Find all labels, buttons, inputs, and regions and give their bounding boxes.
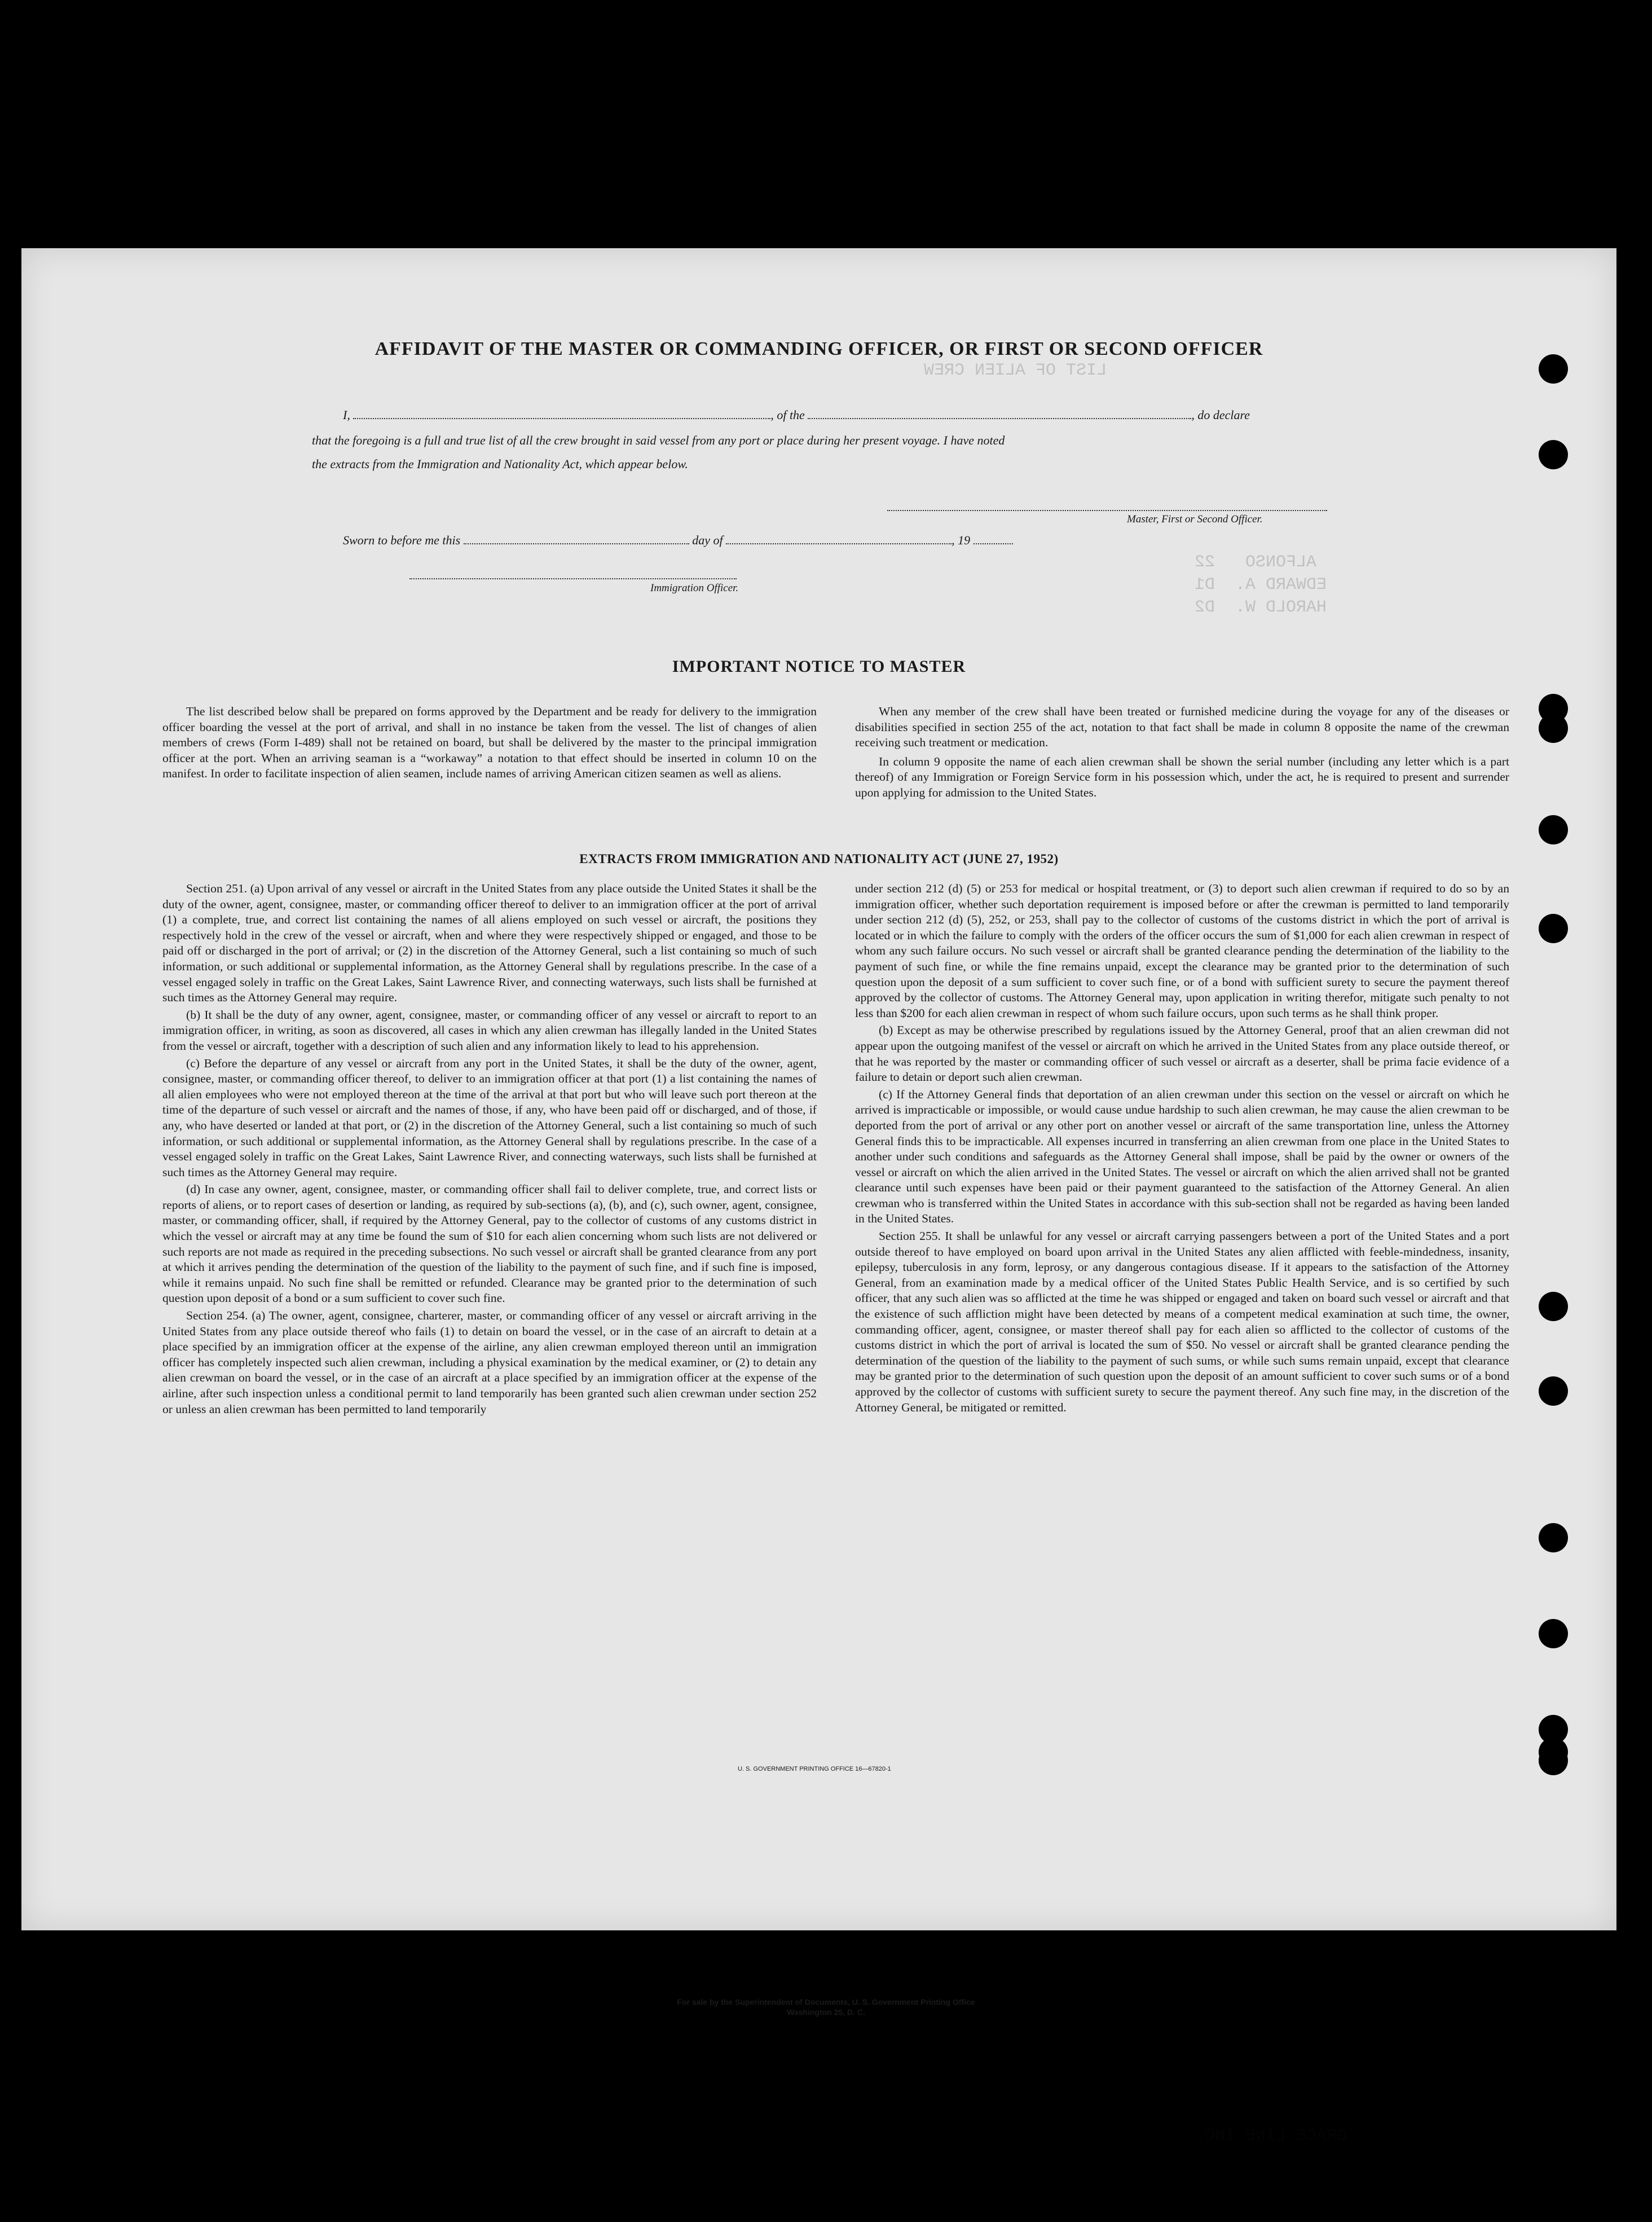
vessel-name-blank[interactable] [808, 408, 1191, 419]
sale-notice [0, 1997, 1652, 2017]
notice-left-column [162, 704, 817, 782]
punch-hole [1539, 815, 1568, 844]
sale-notice-line: For sale by the Superintendent of Documents, U. S. Government Printing Office [677, 1997, 975, 2007]
bleed-through-text: HAROLD W. D2 [1195, 598, 1327, 617]
affidavit-of-the-label: , of the [770, 408, 805, 422]
bleed-through-text: EDWARD A. D1 [1195, 575, 1327, 595]
sale-notice-line: Washington 25, D. C. [787, 2008, 865, 2017]
punch-hole [1539, 440, 1568, 469]
notice-paragraph: In column 9 opposite the name of each alien crewman shall be shown the serial number (including any letter which is a part thereof) of any Immigration or Foreign Service form in his possession which, under the act, he is required to present and surrender upon applying for admission to the United States. [855, 754, 1509, 799]
notice-right-column [855, 704, 1509, 801]
extracts-title: EXTRACTS FROM IMMIGRATION AND NATIONALITY ACT (JUNE 27, 1952) [579, 852, 1059, 866]
act-section-paragraph: (c) Before the departure of any vessel or aircraft from any port in the United States, it shall be the duty of the owner, agent, consignee, master, or commanding officer thereof, to deliver to an immigration officer at that port (1) a list containing the names of all alien employees who were not employed thereon at the time of the arrival at that port but who will leave such port thereon at the time of the departure of such vessel or aircraft and the names of those, if any, who have been paid off or discharged, and of those, if any, who have deserted or landed at that port, or (2) in the discretion of the Attorney General, such a list containing so much of such information, or such additional or supplemental information, as the Attorney General shall by regulations prescribe. In the case of a vessel engaged solely in traffic on the Great Lakes, Saint Lawrence River, and connecting waterways, such lists shall be furnished at such times as the Attorney General may require. [162, 1056, 817, 1179]
master-signature-caption: Master, First or Second Officer. [1127, 513, 1263, 525]
affidavit-statement-line: that the foregoing is a full and true list of all the crew brought in said vessel from any port or place during her present voyage. I have noted [312, 433, 1005, 447]
punch-hole [1539, 1376, 1568, 1406]
punch-hole [1539, 1292, 1568, 1321]
extracts-right-column [855, 881, 1509, 1415]
immigration-officer-signature-line[interactable] [409, 578, 737, 579]
sworn-year-blank[interactable] [973, 533, 1013, 544]
master-signature-line[interactable] [887, 510, 1327, 511]
notice-paragraph: When any member of the crew shall have been treated or furnished medicine during the voyage for any of the diseases or disabilities specified in section 255 of the act, notation to that fact shall be made in column 8 opposite the name of the crewman receiving such treatment or medication. [855, 705, 1509, 750]
bleed-through-text: LIST OF ALIEN CREW [924, 361, 1107, 380]
punch-hole [1539, 1619, 1568, 1648]
act-section-paragraph: Section 251. (a) Upon arrival of any vessel or aircraft in the United States from any place outside the United States it shall be the duty of the owner, agent, consignee, master, or commanding officer thereof to deliver to an immigration officer at the port of arrival (1) a complete, true, and correct list containing the names of all aliens employed on such vessel or aircraft, the positions they respectively hold in the crew of the vessel or aircraft, when and where they were respectively shipped or engaged, and those to be paid off or discharged in the port of arrival; or (2) in the discretion of the Attorney General, such a list containing so much of such information, or such additional or supplemental information, as the Attorney General shall by regulations prescribe. In the case of a vessel engaged solely in traffic on the Great Lakes, Saint Lawrence River, and connecting waterways, such lists shall be furnished at such times as the Attorney General may require. [162, 882, 817, 1005]
gpo-imprint: U. S. GOVERNMENT PRINTING OFFICE 16—67820-1 [738, 1766, 891, 1772]
sworn-day-blank[interactable] [464, 533, 689, 544]
act-section-paragraph: (d) In case any owner, agent, consignee, master, or commanding officer shall fail to deliver complete, true, and correct lists or reports of aliens, or to report cases of desertion or landing, as required by sub-sections (a), (b), and (c), such owner, agent, consignee, master, or commanding officer, shall, if required by the Attorney General, pay to the collector of customs of any customs district in which the vessel or aircraft may at any time be found the sum of $10 for each alien concerning whom such lists are not delivered or such reports are not made as required in the preceding subsections. No such vessel or aircraft shall be granted clearance from any port at which it arrives pending the determination of the question of the liability to the payment of such fine, and if such fine is imposed, while it remains unpaid. No such fine shall be remitted or refunded. Clearance may be granted prior to the determination of such question upon deposit of a bond or a sum sufficient to cover such fine. [162, 1182, 817, 1305]
sworn-month-blank[interactable] [726, 533, 951, 544]
act-section-paragraph: (b) It shall be the duty of any owner, agent, consignee, master, or commanding officer of any vessel or aircraft to report to an immigration officer, in writing, as soon as discovered, all cases in which any alien crewman has illegally landed in the United States from the vessel or aircraft, together with a description of such alien and any information likely to lead to his apprehension. [162, 1007, 817, 1053]
bleed-through-text: GRACE LINE INC. [1195, 2127, 1347, 2146]
bleed-through-text: ALFONSO 22 [1195, 553, 1317, 572]
affidavit-title: AFFIDAVIT OF THE MASTER OR COMMANDING OFFICER, OR FIRST OR SECOND OFFICER [375, 338, 1263, 359]
act-section-paragraph: under section 212 (d) (5) or 253 for medical or hospital treatment, or (3) to deport such alien crewman if required to do so by an immigration officer, whether such deportation requirement is imposed before or after the crewman is permitted to land temporarily under section 212 (d) (5), 252, or 253, shall pay to the collector of customs of the customs district in which the port of arrival is located or in which the failure to comply with the orders of the officer occurs the sum of $1,000 for each alien crewman in respect of whom any such failure occurs. No such vessel or aircraft shall be granted clearance pending the determination of the liability to the payment of such fine, or while the fine remains unpaid, except the clearance may be granted prior to the determination of such question upon the deposit of a sum sufficient to cover such fine, or of a bond with sufficient surety to secure the payment thereof approved by the collector of customs. The Attorney General may, upon application in writing therefor, mitigate such penalty to not less than $200 for each alien crewman in respect of whom such failure occurs, upon such terms as he shall think proper. [855, 882, 1509, 1020]
punch-hole [1539, 1746, 1568, 1775]
sworn-line [343, 533, 1013, 548]
affidavit-i-label: I, [343, 408, 350, 422]
immigration-officer-caption: Immigration Officer. [650, 582, 739, 594]
punch-hole [1539, 914, 1568, 943]
notice-title: IMPORTANT NOTICE TO MASTER [672, 657, 966, 676]
punch-hole [1539, 714, 1568, 743]
act-section-paragraph: (c) If the Attorney General finds that deportation of an alien crewman under this section on the vessel or aircraft on which he arrived is impracticable or impossible, or would cause undue hardship to such alien crewman, he may cause the alien crewman to be deported from the port of arrival or any other port on another vessel or aircraft of the same transportation line, unless the Attorney General finds this to be impracticable. All expenses incurred in transferring an alien crewman from one place in the United States to another under such conditions and safeguards as the Attorney General shall impose, shall be paid by the owner or owners of the vessel or aircraft on which the alien arrived in the United States. The vessel or aircraft on which the alien arrived shall not be granted clearance until such expenses have been paid or their payment guaranteed to the satisfaction of the Attorney General. An alien crewman who is transferred within the United States in accordance with this sub-section shall not be regarded as having been landed in the United States. [855, 1087, 1509, 1226]
punch-hole [1539, 1523, 1568, 1552]
act-section-paragraph: Section 254. (a) The owner, agent, consignee, charterer, master, or commanding officer of any vessel or aircraft arriving in the United States from any place outside thereof who fails (1) to detain on board the vessel, or in the case of an aircraft to detain at a place specified by an immigration officer at the expense of the airline, any alien crewman employed thereon until an immigration officer has completely inspected such alien crewman, including a physical examination by the medical examiner, or (2) to detain any alien crewman on board the vessel, or in the case of an aircraft at a place specified by an immigration officer at the expense of the airline, after such inspection unless a conditional permit to land temporarily has been granted such alien crewman under section 252 or unless an alien crewman has been permitted to land temporarily [162, 1309, 817, 1416]
day-of-label: day of [692, 533, 723, 547]
affidavit-declare-label: , do declare [1191, 408, 1250, 422]
notice-paragraph: The list described below shall be prepared on forms approved by the Department and be ready for delivery to the immigration officer boarding the vessel at the port of arrival, and shall in no instance be taken from the vessel. The list of changes of alien members of crews (Form I-489) shall not be retained on board, but shall be delivered by the master to the principal immigration officer at the port. When an arriving seaman is a “workaway” a notation to that effect should be inserted in column 10 on the manifest. In order to facilitate inspection of alien seamen, include names of arriving American citizen seamen as well as aliens. [162, 705, 817, 781]
act-section-paragraph: Section 255. It shall be unlawful for any vessel or aircraft carrying passengers between a port of the United States and a port outside thereof to have employed on board upon arrival in the United States any alien afflicted with feeble-mindedness, insanity, epilepsy, tuberculosis in any form, leprosy, or any dangerous contagious disease. If it appears to the satisfaction of the Attorney General, from an examination made by a medical officer of the United States Public Health Service, and is so certified by such officer, that any such alien was so afflicted at the time he was shipped or engaged and taken on board such vessel or aircraft and that the existence of such affliction might have been detected by means of a competent medical examination at such time, the owner, commanding officer, agent, consignee, or master thereof shall pay for each alien so afflicted to the collector of customs of the customs district in which the port of arrival is located the sum of $50. No vessel or aircraft shall be granted clearance pending the determination of the question of the liability to the payment of such sums, or while such sums remain unpaid, except that clearance may be granted prior to the determination of such question upon the deposit of an amount sufficient to cover such sums or of a bond approved by the collector of customs with sufficient surety to secure the payment thereof. Any such fine may, in the discretion of the Attorney General, be mitigated or remitted. [855, 1229, 1509, 1414]
affidavit-declaration-line [343, 408, 1250, 423]
year-label: , 19 [951, 533, 971, 547]
sworn-label: Sworn to before me this [343, 533, 461, 547]
master-name-blank[interactable] [353, 408, 770, 419]
act-section-paragraph: (b) Except as may be otherwise prescribed by regulations issued by the Attorney General, proof that an alien crewman did not appear upon the outgoing manifest of the vessel or aircraft on which he arrived in the United States from any place outside thereof, or that he was reported by the master or commanding officer of such vessel or aircraft as a deserter, shall be prima facie evidence of a failure to detain or deport such alien crewman. [855, 1023, 1509, 1084]
affidavit-statement-line: the extracts from the Immigration and Nationality Act, which appear below. [312, 457, 688, 471]
extracts-left-column [162, 881, 817, 1417]
